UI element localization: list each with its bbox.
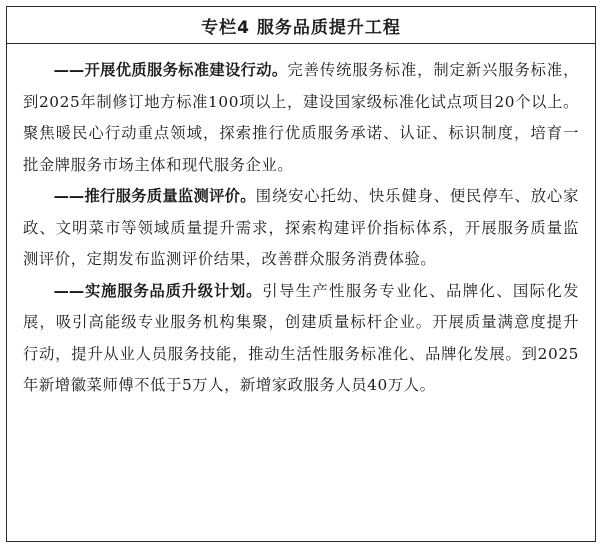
box-header	[7, 7, 595, 44]
section-upgrade	[23, 276, 579, 402]
section-monitoring	[23, 181, 579, 276]
box-content	[7, 44, 595, 402]
section-text: 完善传统服务标准，制定新兴服务标准，到2025年制修订地方标准100项以上，建设国家级标准化试点项目20个以上。聚焦暖民心行动重点领域，探索推行优质服务承诺、认证、标识制度，培育一批金牌服务市场主体和现代服务企业。	[23, 61, 579, 174]
section-text: 围绕安心托幼、快乐健身、便民停车、放心家政、文明菜市等领域质量提升需求，探索构建评价指标体系，开展服务质量监测评价，定期发布监测评价结果，改善群众服务消费体验。	[23, 187, 579, 268]
section-text: 引导生产性服务专业化、品牌化、国际化发展，吸引高能级专业服务机构集聚，创建质量标杆企业。开展质量满意度提升行动，提升从业人员服务技能，推动生活性服务标准化、品牌化发展。到2025年新增徽菜师傅不低于5万人，新增家政服务人员40万人。	[23, 281, 579, 394]
section-heading: ——开展优质服务标准建设行动。	[53, 61, 288, 79]
section-standards	[23, 55, 579, 181]
box-title: 专栏4 服务品质提升工程	[201, 17, 401, 38]
section-heading: ——实施服务品质升级计划。	[53, 281, 263, 300]
section-heading: ——推行服务质量监测评价。	[53, 187, 256, 205]
feature-box	[6, 6, 596, 542]
